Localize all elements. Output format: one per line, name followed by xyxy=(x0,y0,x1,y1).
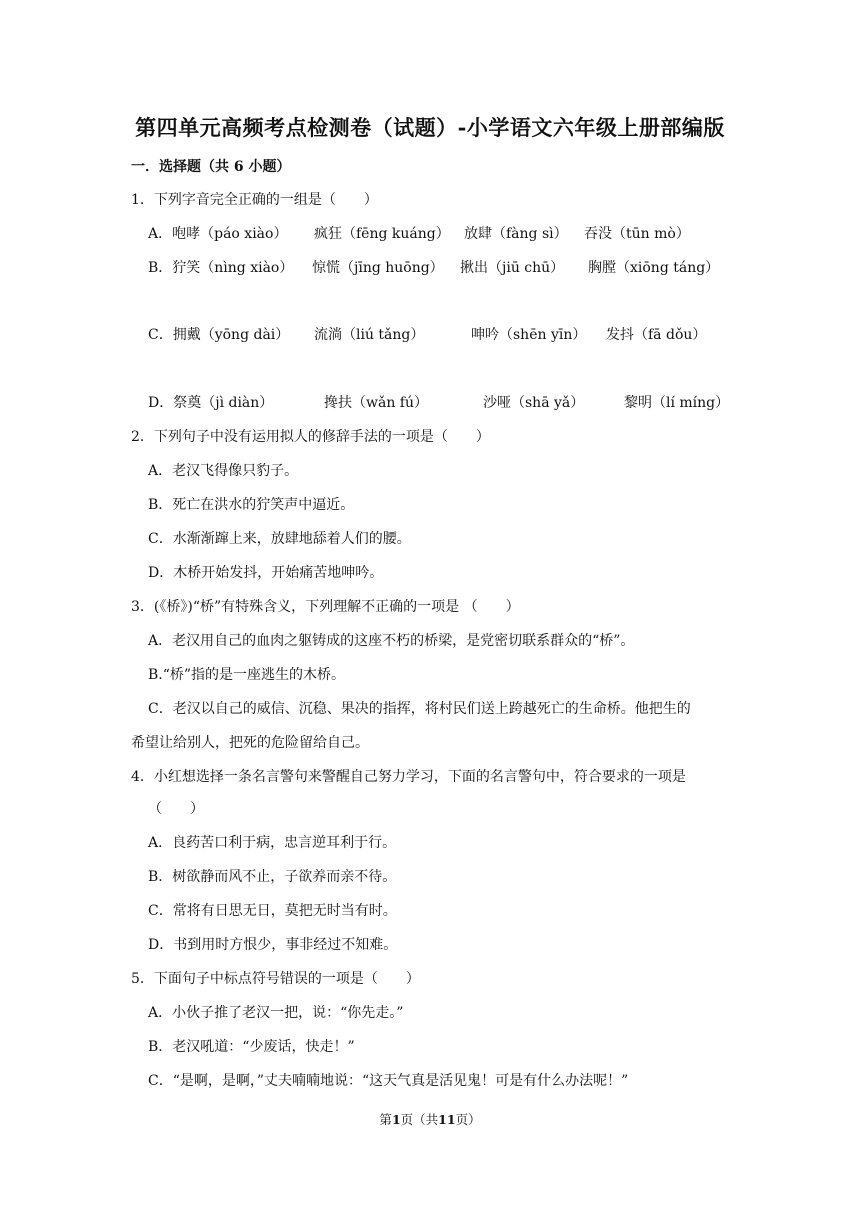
option-b-word-3: 揪出（jiū chū） xyxy=(460,260,565,276)
option-d-word-2: 搀扶（wǎn fú） xyxy=(324,395,428,411)
question-3-option-c-line-2: 希望让给别人，把死的危险留给自己。 xyxy=(131,735,369,751)
question-2-option-d: D．木桥开始发抖，开始痛苦地呻吟。 xyxy=(148,565,384,581)
option-b-word-2: 惊慌（jīng huōng） xyxy=(312,260,444,276)
footer-total-pages: 11 xyxy=(438,1112,456,1127)
question-2-option-c: C．水渐渐蹿上来，放肆地舔着人们的腰。 xyxy=(148,531,411,547)
question-1-option-b xyxy=(148,258,748,278)
section-heading: 一．选择题（共 6 小题） xyxy=(131,159,291,175)
footer-prefix: 第 xyxy=(379,1112,392,1127)
option-d-word-3: 沙哑（shā yǎ） xyxy=(483,395,585,411)
question-4-option-b: B．树欲静而风不止，子欲养而亲不待。 xyxy=(148,869,397,885)
question-5-option-a: A．小伙子推了老汉一把，说：“你先走。” xyxy=(148,1005,404,1021)
question-3-option-b: B.“桥”指的是一座逃生的木桥。 xyxy=(148,667,346,683)
option-d-word-1: D．祭奠（jì diàn） xyxy=(148,395,274,411)
question-2-stem: 2．下列句子中没有运用拟人的修辞手法的一项是（ ） xyxy=(131,429,490,445)
question-4-stem-bracket: （ ） xyxy=(148,801,204,817)
option-a-word-1: A．咆哮（páo xiào） xyxy=(148,226,288,242)
option-c-word-1: C．拥戴（yōng dài） xyxy=(148,327,290,343)
question-4-option-c: C．常将有日思无日，莫把无时当有时。 xyxy=(148,903,397,919)
question-1-stem: 1．下列字音完全正确的一组是（ ） xyxy=(131,192,378,208)
question-3-option-a: A．老汉用自己的血肉之躯铸成的这座不朽的桥梁，是党密切联系群众的“桥”。 xyxy=(148,633,635,649)
question-5-option-c: C．“是啊，是啊，”丈夫喃喃地说：“这天气真是活见鬼！可是有什么办法呢！” xyxy=(148,1073,629,1089)
option-d-word-4: 黎明（lí míng） xyxy=(624,395,730,411)
footer-suffix: 页） xyxy=(455,1112,481,1127)
page-footer xyxy=(0,1110,860,1128)
question-1-option-a xyxy=(148,224,748,244)
question-5-stem: 5．下面句子中标点符号错误的一项是（ ） xyxy=(131,971,420,987)
question-2-option-a: A．老汉飞得像只豹子。 xyxy=(148,463,299,479)
footer-middle: 页（共 xyxy=(400,1112,439,1127)
option-a-word-2: 疯狂（fēng kuáng） xyxy=(314,226,450,242)
option-c-word-2: 流淌（liú tǎng） xyxy=(314,327,425,343)
option-b-word-4: 胸膛（xiōng táng） xyxy=(588,260,720,276)
option-a-word-4: 吞没（tūn mò） xyxy=(584,226,690,242)
question-4-option-d: D．书到用时方恨少，事非经过不知难。 xyxy=(148,937,398,953)
question-4-option-a: A．良药苦口利于病，忠言逆耳利于行。 xyxy=(148,835,397,851)
document-title: 第四单元高频考点检测卷（试题）-小学语文六年级上册部编版 xyxy=(135,115,725,140)
question-5-option-b: B．老汉吼道：“少废话，快走！” xyxy=(148,1039,355,1055)
question-4-stem: 4．小红想选择一条名言警句来警醒自己努力学习，下面的名言警句中，符合要求的一项是 xyxy=(131,769,686,785)
footer-page-number: 1 xyxy=(391,1112,401,1127)
option-a-word-3: 放肆（fàng sì） xyxy=(464,226,568,242)
question-3-option-c-line-1: C．老汉以自己的威信、沉稳、果决的指挥，将村民们送上跨越死亡的生命桥。他把生的 xyxy=(148,701,691,717)
option-b-word-1: B．狞笑（nìng xiào） xyxy=(148,260,294,276)
option-c-word-3: 呻吟（shēn yīn） xyxy=(471,327,587,343)
question-1-option-c xyxy=(148,325,748,345)
option-c-word-4: 发抖（fā dǒu） xyxy=(606,327,707,343)
question-1-option-d xyxy=(148,393,748,413)
question-3-stem: 3．(《桥》)“桥”有特殊含义，下列理解不正确的一项是 （ ） xyxy=(131,599,520,615)
question-2-option-b: B．死亡在洪水的狞笑声中逼近。 xyxy=(148,497,355,513)
